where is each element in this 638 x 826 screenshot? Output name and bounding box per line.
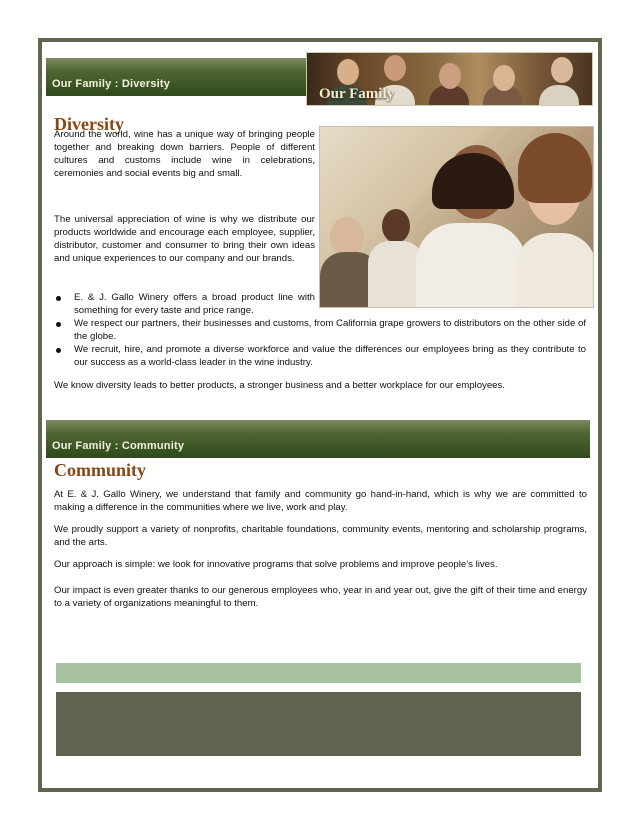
- family-photo-label: Our Family: [319, 86, 395, 102]
- diversity-team-photo: [319, 126, 594, 308]
- diversity-bullet-2: We respect our partners, their businesses and customs, from California grape growers to distributors on the other side of the globe.: [74, 318, 586, 342]
- diversity-heading: Diversity: [54, 114, 124, 134]
- diversity-bullet-3: We recruit, hire, and promote a diverse workforce and value the differences our employees bring as they contribute to our success as a world-class leader in the wine industry.: [74, 344, 586, 368]
- bullet-dot: [56, 296, 61, 301]
- diversity-banner-title: Our Family : Diversity: [52, 78, 171, 90]
- diversity-paragraph-1: Around the world, wine has a unique way of bringing people together and breaking down barriers. People of different cultures and customs include wine in celebrations, ceremonies and social events big and small.: [54, 129, 315, 179]
- diversity-paragraph-2: The universal appreciation of wine is why we distribute our products worldwide and encourage each employee, supplier, distributor, customer and consumer to bring their own ideas and unique experiences to our company and our brands.: [54, 214, 315, 264]
- footer-dark-panel: [56, 692, 581, 756]
- diversity-closing: We know diversity leads to better products, a stronger business and a better workplace for our employees.: [54, 380, 505, 391]
- diversity-bullet-1: E. & J. Gallo Winery offers a broad product line with something for every taste and price range.: [74, 292, 315, 316]
- bullet-dot: [56, 322, 61, 327]
- community-paragraph-3: Our approach is simple: we look for innovative programs that solve problems and improve people’s lives.: [54, 559, 498, 570]
- family-photo-strip: [306, 52, 593, 106]
- community-paragraph-1: At E. & J. Gallo Winery, we understand that family and community go hand-in-hand, which is why we are committed to making a difference in the communities where we live, work and play.: [54, 489, 587, 513]
- bullet-dot: [56, 348, 61, 353]
- community-paragraph-4: Our impact is even greater thanks to our generous employees who, year in and year out, give the gift of their time and energy to a variety of organizations meaningful to them.: [54, 585, 587, 609]
- community-banner-title: Our Family : Community: [52, 440, 185, 452]
- community-heading: Community: [54, 460, 147, 480]
- community-paragraph-2: We proudly support a variety of nonprofits, charitable foundations, community events, mentoring and scholarship programs, and the arts.: [54, 524, 587, 548]
- community-banner: [46, 420, 590, 458]
- footer-light-bar: [56, 663, 581, 683]
